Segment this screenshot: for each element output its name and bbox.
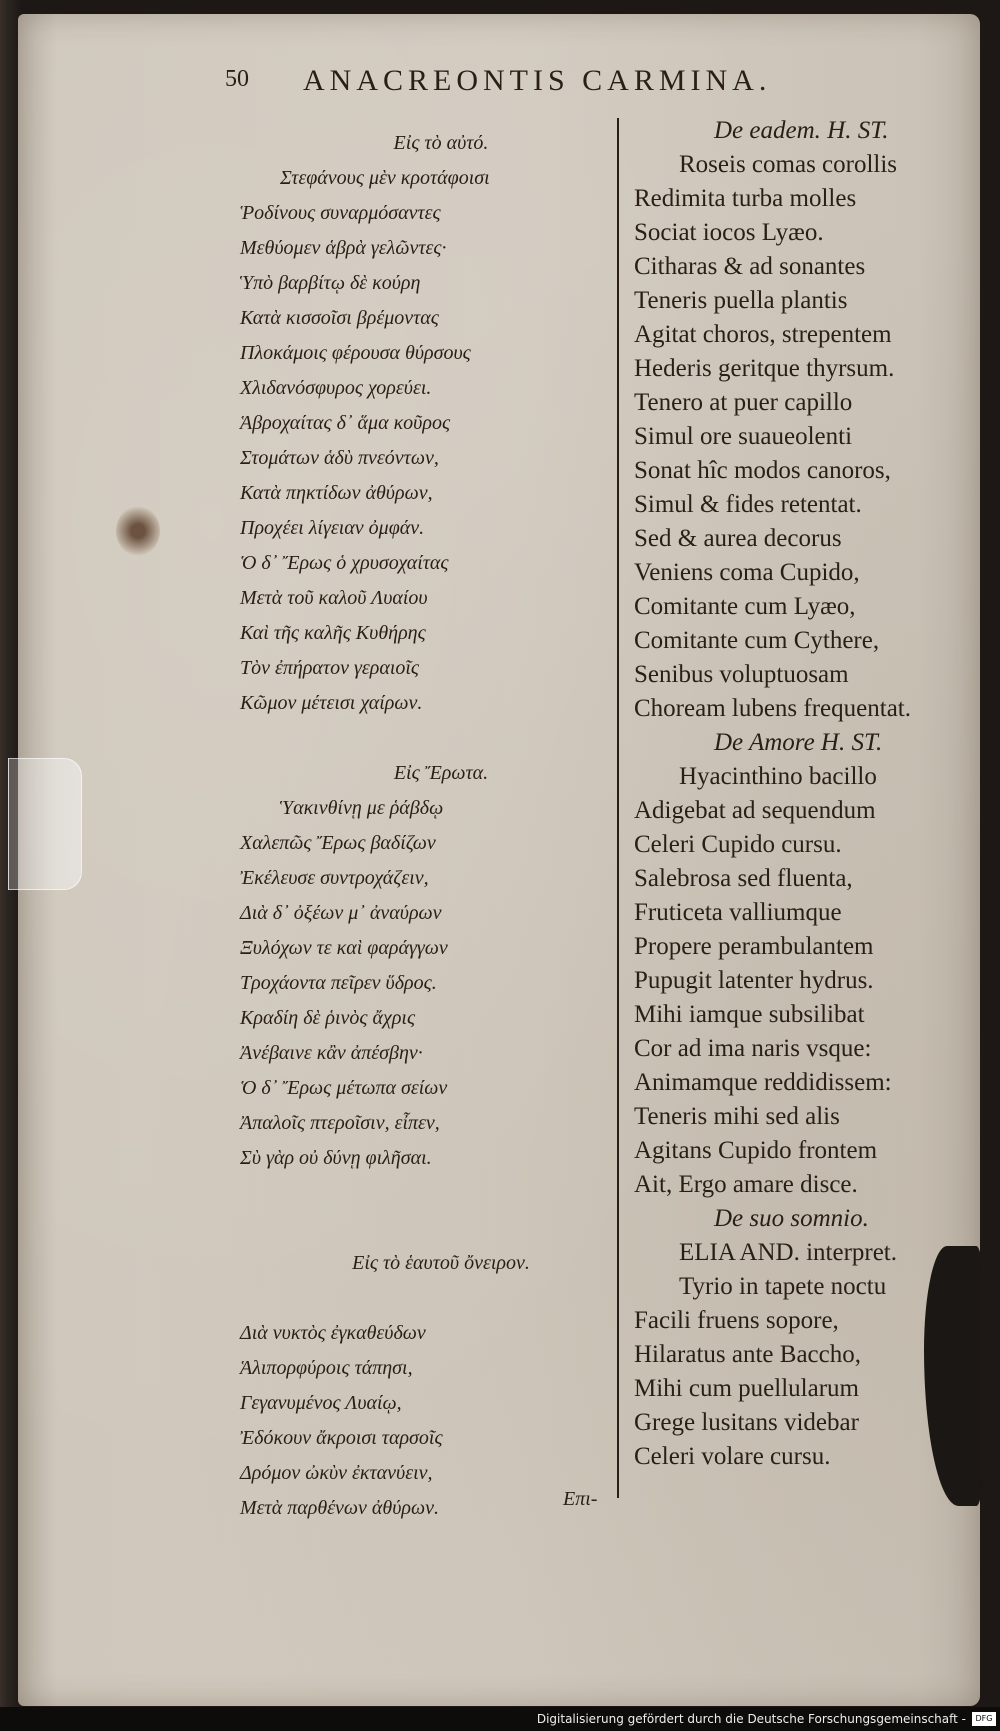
latin-verse-line: Sonat hîc modos canoros, [634,457,891,484]
ink-stain [116,506,160,556]
digitization-credit [0,1707,1000,1731]
latin-verse-line: Celeri volare cursu. [634,1443,831,1470]
latin-verse-line: Pupugit latenter hydrus. [634,967,874,994]
latin-verse-line: Sed & aurea decorus [634,525,842,552]
greek-text-column [240,126,612,1526]
greek-verse-line: Διὰ νυκτὸς ἐγκαθεύδων [240,1322,426,1344]
book-page [18,14,980,1706]
page-number: 50 [225,66,249,92]
latin-verse-line: Senibus voluptuosam [634,661,849,688]
greek-verse-line: Πλοκάμοις φέρουσα θύρσους [240,342,471,364]
greek-verse-line: Ὁ δ᾽ Ἔρως ὁ χρυσοχαίτας [240,552,449,574]
greek-verse-line: Κῶμον μέτεισι χαίρων. [240,692,423,714]
greek-verse-line: Καὶ τῆς καλῆς Κυθήρης [240,622,426,644]
latin-verse-line: Choream lubens frequentat. [634,695,911,722]
credit-text: Digitalisierung gefördert durch die Deutsche Forschungsgemeinschaft - [536,1712,966,1726]
greek-verse-line: Ὑακινθίνῃ με ῥάβδῳ [280,797,444,819]
greek-verse-line: Τροχάοντα πεῖρεν ὕδρος. [240,972,437,994]
latin-verse-line: ELIA AND. interpret. [679,1239,898,1266]
latin-verse-line: Agitans Cupido frontem [634,1137,878,1164]
latin-verse-line-heading: De Amore H. ST. [714,729,883,756]
latin-verse-line: Adigebat ad sequendum [634,797,876,824]
latin-verse-line: Redimita turba molles [634,185,857,212]
latin-verse-line: Mihi iamque subsilibat [634,1001,865,1028]
greek-verse-line: Κατὰ πηκτίδων ἀθύρων, [240,482,433,504]
latin-verse-line: Comitante cum Cythere, [634,627,880,654]
greek-verse-line: Κραδίη δὲ ῥινὸς ἄχρις [240,1007,416,1029]
greek-verse-line: Σὺ γὰρ οὐ δύνῃ φιλῆσαι. [240,1147,432,1169]
greek-verse-line: Στεφάνους μὲν κροτάφοισι [280,167,490,189]
latin-verse-line: Comitante cum Lyæo, [634,593,856,620]
greek-verse-line: Ἀπαλοῖς πτεροῖσιν, εἶπεν, [240,1112,440,1134]
greek-verse-line: Στομάτων ἁδὺ πνεόντων, [240,447,439,469]
latin-verse-line: Simul ore suaueolenti [634,423,853,450]
latin-verse-line: Agitat choros, strepentem [634,321,892,348]
latin-verse-line: Propere perambulantem [634,933,874,960]
latin-verse-line: Sociat iocos Lyæo. [634,219,824,246]
latin-verse-line-heading: De eadem. H. ST. [714,117,889,144]
greek-verse-line [240,1176,612,1211]
greek-verse-line: Ἁλιπορφύροις τάπησι, [240,1357,413,1379]
latin-verse-line: Salebrosa sed fluenta, [634,865,853,892]
greek-verse-line: Μετὰ τοῦ καλοῦ Λυαίου [240,587,428,609]
greek-verse-line: Δρόμον ὠκὺν ἐκτανύειν, [240,1462,433,1484]
greek-verse-line: Γεγανυμένος Λυαίῳ, [240,1392,402,1414]
latin-verse-line: Fruticeta valliumque [634,899,842,926]
latin-text-column [634,114,994,1474]
latin-verse-line: Hyacinthino bacillo [679,763,877,790]
latin-verse-line-heading: De suo somnio. [714,1205,869,1232]
greek-verse-line: Ὑπὸ βαρβίτῳ δὲ κούρη [240,272,421,294]
latin-verse-line: Mihi cum puellularum [634,1375,859,1402]
latin-verse-line: Roseis comas corollis [679,151,898,178]
greek-verse-line: Χαλεπῶς Ἔρως βαδίζων [240,832,436,854]
greek-verse-line: Τὸν ἐπήρατον γεραιοῖς [240,657,420,679]
greek-verse-line: Ὁ δ᾽ Ἔρως μέτωπα σείων [240,1077,448,1099]
latin-verse-line: Grege lusitans videbar [634,1409,859,1436]
catchword: Επι- [563,1488,598,1510]
greek-verse-line: Κατὰ κισσοῖσι βρέμοντας [240,307,439,329]
greek-verse-line: Διὰ δ᾽ ὀξέων μ᾽ ἀναύρων [240,902,442,924]
latin-verse-line: Teneris mihi sed alis [634,1103,840,1130]
page-clip [8,758,82,890]
running-title: ANACREONTIS CARMINA. [303,64,772,97]
greek-verse-line: Ἐκέλευσε συντροχάζειν, [240,867,429,889]
latin-verse-line: Hederis geritque thyrsum. [634,355,895,382]
greek-verse-line: Χλιδανόσφυρος χορεύει. [240,377,432,399]
greek-verse-line [240,1211,612,1246]
greek-verse-line-heading: Εἰς τὸ ἑαυτοῦ ὄνειρον. [352,1252,530,1274]
latin-verse-line: Hilaratus ante Baccho, [634,1341,861,1368]
latin-verse-line: Celeri Cupido cursu. [634,831,842,858]
greek-verse-line: Προχέει λίγειαν ὀμφάν. [240,517,425,539]
latin-verse-line: Citharas & ad sonantes [634,253,866,280]
latin-verse-line: Cor ad ima naris vsque: [634,1035,872,1062]
column-divider [617,118,619,1498]
latin-verse-line: Animamque reddidissem: [634,1069,892,1096]
latin-verse-line: Tenero at puer capillo [634,389,853,416]
greek-verse-line: Ἐδόκουν ἄκροισι ταρσοῖς [240,1427,443,1449]
dfg-logo: DFG [972,1712,996,1726]
greek-verse-line: Ἁβροχαίτας δ᾽ ἅμα κοῦρος [240,412,451,434]
latin-verse-line: Simul & fides retentat. [634,491,862,518]
greek-verse-line-heading: Εἰς τὸ αὐτό. [393,132,489,154]
greek-verse-line: Μετὰ παρθένων ἀθύρων. [240,1497,439,1519]
greek-verse-line [240,1281,612,1316]
latin-verse-line: Tyrio in tapete noctu [679,1273,887,1300]
greek-verse-line: Ῥοδίνους συναρμόσαντες [240,202,441,224]
latin-verse-line: Facili fruens sopore, [634,1307,839,1334]
greek-verse-line: Ξυλόχων τε καὶ φαράγγων [240,937,448,959]
latin-verse-line: Veniens coma Cupido, [634,559,860,586]
latin-verse-line: Ait, Ergo amare disce. [634,1171,858,1198]
latin-verse-line: Teneris puella plantis [634,287,848,314]
greek-verse-line [240,721,612,756]
greek-verse-line: Ἀνέβαινε κἂν ἀπέσβην· [240,1042,423,1064]
greek-verse-line-heading: Εἰς Ἔρωτα. [393,762,489,784]
greek-verse-line: Μεθύομεν ἁβρὰ γελῶντες· [240,237,447,259]
